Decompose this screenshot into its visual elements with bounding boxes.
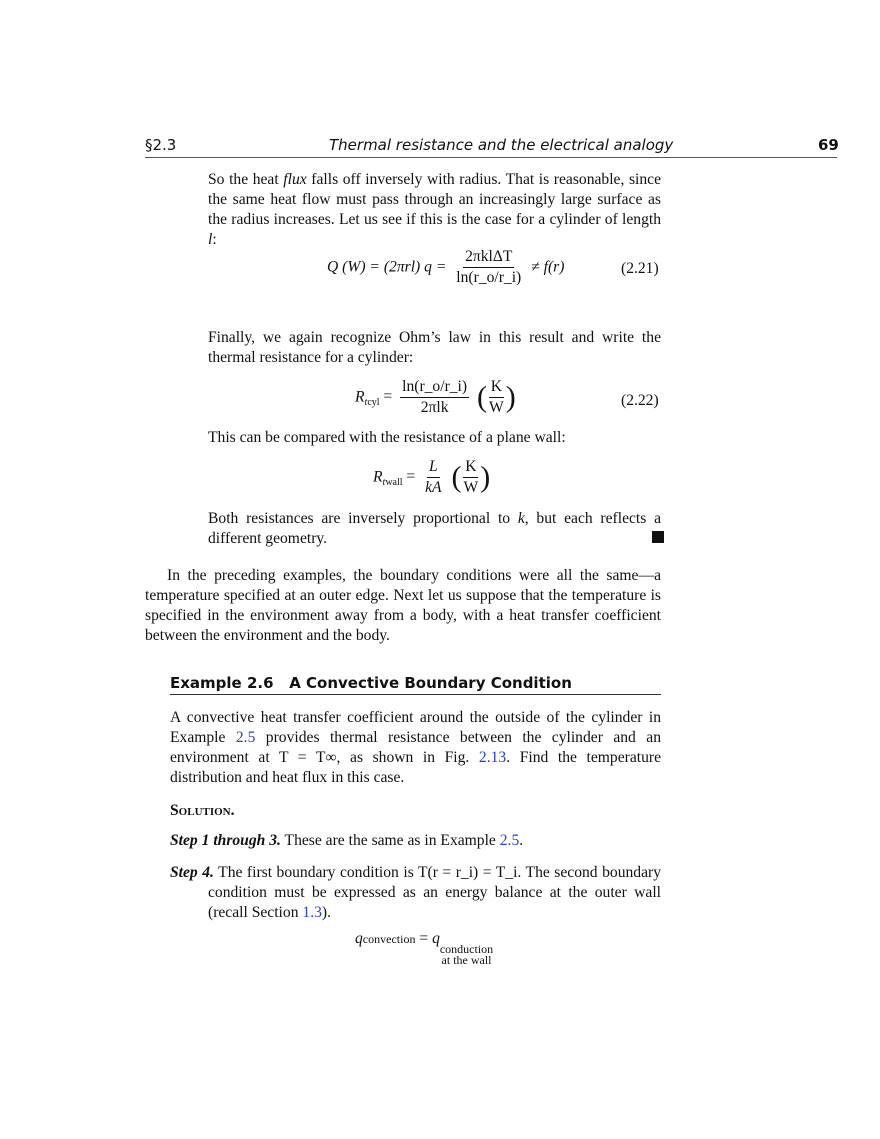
unit-numerator: K: [463, 458, 478, 478]
text: k: [517, 510, 525, 527]
running-title: Thermal resistance and the electrical analogy: [329, 136, 674, 154]
text: Both resistances are inversely proportional to: [208, 510, 518, 527]
equation-balance: [355, 930, 493, 966]
text: , but each reflects a different geometry.: [208, 510, 661, 547]
example-label: Example 2.6: [170, 674, 274, 692]
eq-equals: =: [419, 930, 429, 947]
text: provides thermal resistance between the cylinder and an environment at T = T∞, as shown in Fig.: [170, 729, 661, 766]
text: flux: [283, 171, 307, 188]
paragraph: [170, 708, 661, 788]
paragraph: [208, 170, 661, 250]
example-link[interactable]: 2.5: [499, 832, 520, 849]
eq-lhs: Q (W) = (2πrl) q =: [327, 258, 447, 276]
end-of-proof-square: [652, 531, 664, 543]
text: A convective heat transfer coefficient around the outside of the cylinder in Example: [170, 709, 661, 746]
section-number: §2.3: [145, 136, 177, 154]
figure-link[interactable]: 2.13: [478, 749, 507, 766]
eq-subscript: convection: [362, 932, 416, 946]
step-1-3: [170, 831, 661, 851]
equation-2-22: $R_{tcyl}$ = $\frac{\ln(r\_o/r\_i)}{\text{2πlk}}$ ( $\frac{K}{W}$ ): [355, 378, 516, 416]
equation-number: (2.21): [621, 260, 659, 277]
eq-rhs: ≠ f(r): [531, 258, 565, 276]
text: So the heat: [208, 171, 284, 188]
text: .: [519, 832, 524, 849]
eq-lhs: q: [355, 930, 363, 947]
eq-rhs: q: [432, 930, 440, 947]
paragraph: In the preceding examples, the boundary conditions were all the same—a temperature specified at an outer edge. Next let us suppose that the temperature is specified in the environment away from a body, with a heat transfer coefficient between the environment and the body.: [145, 567, 661, 644]
equation-2-21: [327, 248, 564, 287]
step-label: Step 4.: [170, 864, 214, 881]
eq-denominator: 2πlk: [420, 399, 449, 416]
eq-denominator: kA: [425, 479, 442, 496]
eq-subscript: at the wall: [441, 953, 492, 967]
text: l: [208, 231, 213, 248]
header-rule: [145, 157, 837, 158]
text: . Find the temperature distribution and heat flux in this case.: [170, 749, 661, 786]
text: The first boundary condition is T(r = r_i) = T_i. The second boundary condition must be expressed as an energy balance at the outer wall (recall Section: [208, 864, 661, 921]
eq-subscript: cyl: [367, 397, 380, 409]
equation-number: (2.22): [621, 392, 659, 409]
unit-denominator: W: [489, 399, 504, 416]
example-link[interactable]: 2.5: [235, 729, 256, 746]
eq-subscript: wall: [385, 477, 403, 489]
eq-lhs: R: [355, 388, 365, 406]
eq-lhs: R: [373, 468, 383, 486]
step-4: [170, 863, 661, 923]
unit-denominator: W: [463, 479, 479, 496]
eq-denominator: ln(r_o/r_i): [456, 269, 522, 286]
paragraph: This can be compared with the resistance of a plane wall:: [208, 429, 566, 446]
paragraph: [208, 509, 661, 549]
solution-heading: Solution.: [170, 802, 235, 819]
eq-subscript: conduction: [439, 942, 494, 956]
text: These are the same as in Example: [280, 832, 500, 849]
section-link[interactable]: 1.3: [302, 904, 322, 921]
example-title: A Convective Boundary Condition: [289, 674, 572, 692]
step-label: Step 1 through 3.: [170, 832, 281, 849]
unit-numerator: K: [489, 378, 504, 398]
eq-numerator: ln(r_o/r_i): [400, 378, 469, 398]
equation-wall: $R_{twall}$ = $\frac{L}{kA}$ ( $\frac{K}{W}$ ): [373, 458, 491, 496]
page-number: 69: [818, 136, 839, 154]
example-heading: [170, 674, 661, 695]
text: ).: [321, 904, 331, 921]
eq-numerator: L: [427, 458, 440, 478]
text: falls off inversely with radius. That is reasonable, since the same heat flow must pass through an increasingly large surface as the radius increases. Let us see if this is the case for a cylinder of length: [208, 171, 662, 228]
eq-numerator: 2πklΔT: [463, 248, 514, 268]
text: :: [212, 231, 217, 248]
paragraph: Finally, we again recognize Ohm’s law in this result and write the thermal resistance for a cylinder:: [208, 329, 661, 366]
